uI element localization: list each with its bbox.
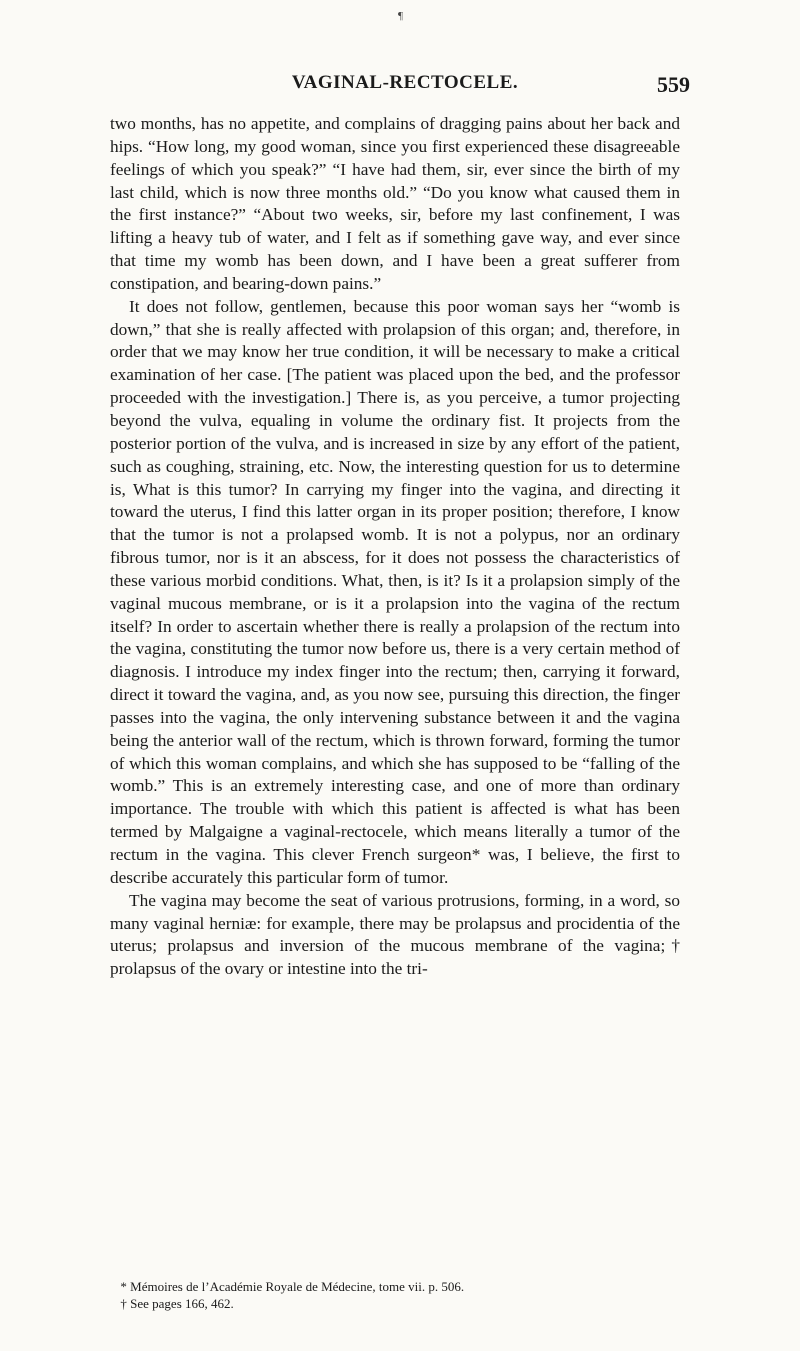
footnotes bbox=[110, 1278, 680, 1312]
page-number: 559 bbox=[657, 72, 690, 97]
paragraph: It does not follow, gentlemen, because this poor woman says her “womb is down,” that she is really affected with prolapsion of this organ; and, therefore, in order that we may know her true condition, it will be necessary to make a critical examination of her case. [The patient was placed upon the bed, and the professor proceeded with the investigation.] There is, as you perceive, a tumor projecting beyond the vulva, equaling in volume the ordinary fist. It projects from the posterior portion of the vulva, and is increased in size by any effort of the patient, such as coughing, straining, etc. Now, the interesting question for us to determine is, What is this tumor? In carrying my finger into the vagina, and directing it toward the uterus, I find this latter organ in its proper position; therefore, I know that the tumor is not a prolapsed womb. It is not a polypus, nor an ordinary fibrous tumor, nor is it an abscess, for it does not possess the characteristics of these various morbid conditions. What, then, is it? Is it a prolapsion simply of the vaginal mucous membrane, or is it a prolapsion into the vagina of the rectum itself? In order to ascertain whether there is really a prolapsion of the rectum into the vagina, constituting the tumor now before us, there is a very certain method of diagnosis. I introduce my index finger into the rectum; then, carrying it forward, direct it toward the vagina, and, as you now see, pursuing this direction, the finger passes into the vagina, the only intervening substance between it and the vagina being the anterior wall of the rectum, which is thrown forward, forming the tumor of which this woman complains, and which she has supposed to be “falling of the womb.” This is an extremely interesting case, and one of more than ordinary importance. The trouble with which this patient is affected is what has been termed by Malgaigne a vaginal-rectocele, which means literally a tumor of the rectum in the vagina. This clever French surgeon* was, I believe, the first to describe accurately this particular form of tumor. bbox=[110, 296, 680, 887]
body-text bbox=[110, 113, 680, 981]
footnote: * Mémoires de l’Académie Royale de Médecine, tome vii. p. 506. bbox=[120, 1279, 465, 1294]
paragraph: The vagina may become the seat of various protrusions, forming, in a word, so many vaginal herniæ: for example, there may be prolapsus and procidentia of the uterus; prolapsus and inversion of the mucous membrane of the vagina;† prolapsus of the ovary or intestine into the tri- bbox=[110, 890, 680, 979]
page-mark: ¶ bbox=[398, 10, 403, 22]
footnote: † See pages 166, 462. bbox=[120, 1296, 234, 1311]
paragraph: two months, has no appetite, and complains of dragging pains about her back and hips. “How long, my good woman, since you first experienced these disagreeable feelings of which you speak?” “I have had them, sir, ever since the birth of my last child, which is now three months old.” “Do you know what caused them in the first instance?” “About two weeks, sir, before my last confinement, I was lifting a heavy tub of water, and I felt as if something gave way, and ever since that time my womb has been down, and I have been a great sufferer from constipation, and bearing-down pains.” bbox=[110, 114, 680, 293]
running-title: VAGINAL-RECTOCELE. bbox=[291, 72, 519, 93]
page-header bbox=[120, 72, 690, 98]
